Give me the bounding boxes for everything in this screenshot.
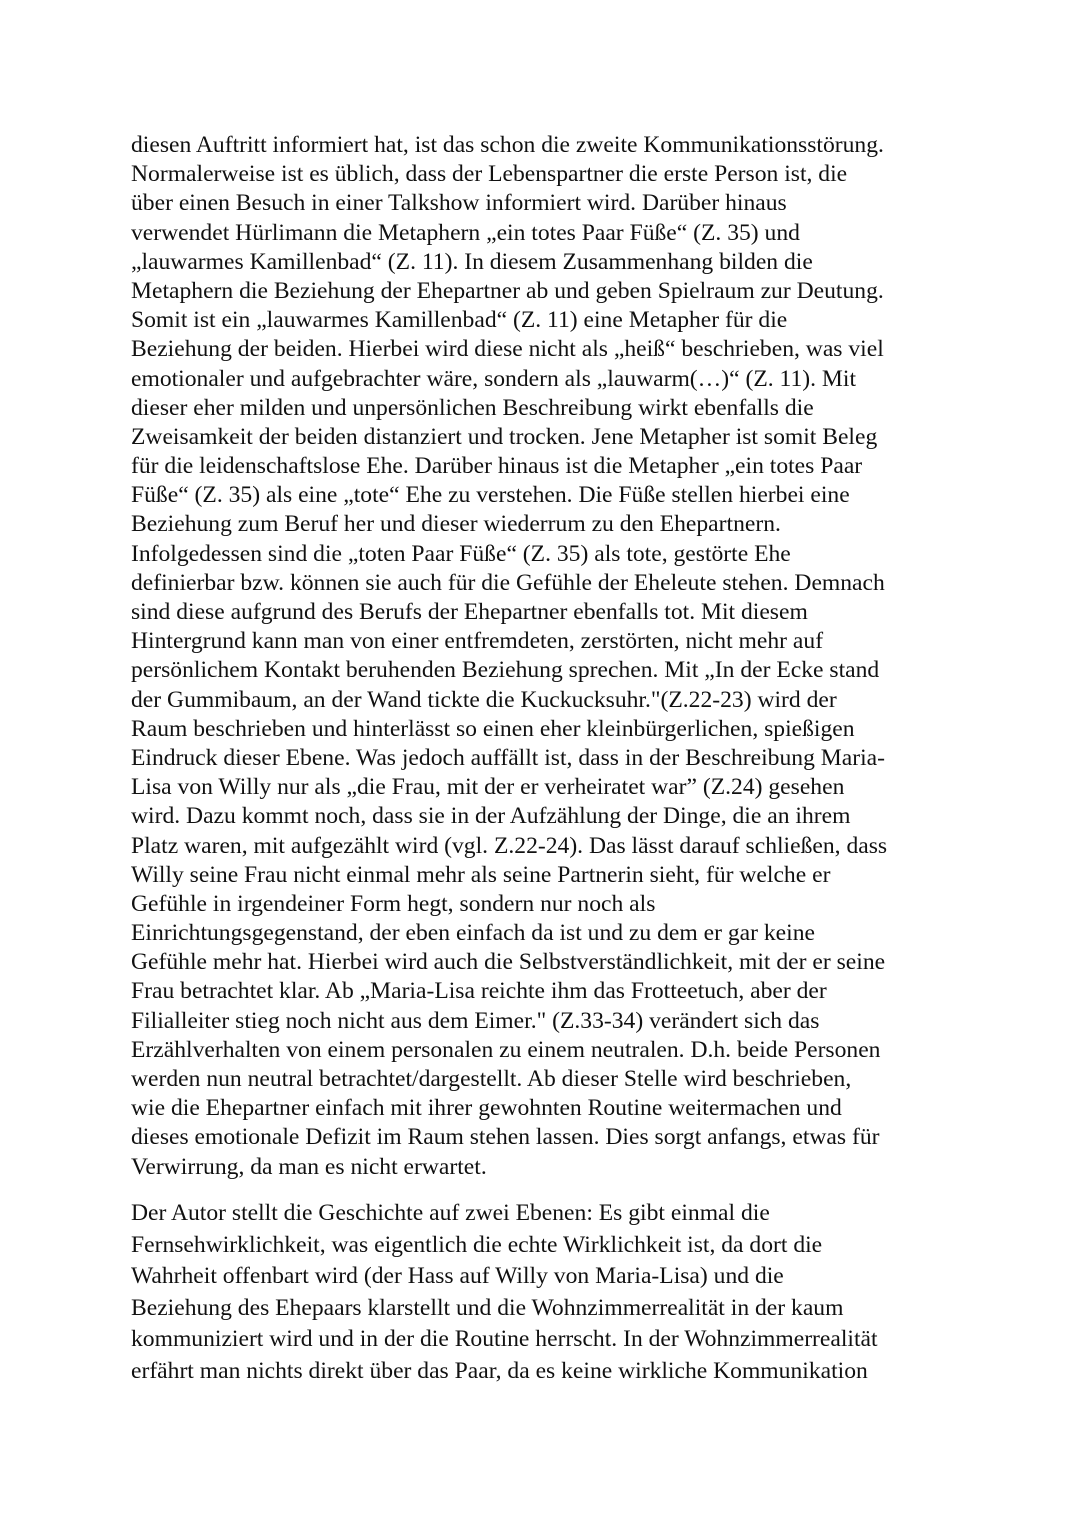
text-line: Platz waren, mit aufgezählt wird (vgl. Z.22-24). Das lässt darauf schließen, dass (131, 832, 888, 859)
text-line: Gefühle in irgendeiner Form hegt, sondern nur noch als (131, 890, 656, 917)
text-line: Beziehung zum Beruf her und dieser wiederrum zu den Ehepartnern. (131, 511, 781, 538)
text-line: wird. Dazu kommt noch, dass sie in der Aufzählung der Dinge, die an ihrem (131, 803, 851, 830)
text-line: kommuniziert wird und in der die Routine herrscht. In der Wohnzimmerrealität (131, 1326, 878, 1353)
text-line: wie die Ehepartner einfach mit ihrer gewohnten Routine weitermachen und (131, 1095, 842, 1122)
text-line: Filialleiter stieg noch nicht aus dem Eimer." (Z.33-34) verändert sich das (131, 1007, 820, 1034)
text-line: Eindruck dieser Ebene. Was jedoch auffällt ist, dass in der Beschreibung Maria- (131, 744, 885, 771)
paragraph-1 (131, 131, 961, 1182)
text-line: emotionaler und aufgebrachter wäre, sondern als „lauwarm(…)“ (Z. 11). Mit (131, 365, 857, 392)
text-line: Beziehung der beiden. Hierbei wird diese nicht als „heiß“ beschrieben, was viel (131, 336, 884, 363)
text-line: Zweisamkeit der beiden distanziert und trocken. Jene Metapher ist somit Beleg (131, 423, 878, 450)
text-line: Normalerweise ist es üblich, dass der Lebenspartner die erste Person ist, die (131, 161, 848, 188)
text-line: Willy seine Frau nicht einmal mehr als seine Partnerin sieht, für welche er (131, 861, 831, 888)
text-line: für die leidenschaftslose Ehe. Darüber hinaus ist die Metapher „ein totes Paar (131, 453, 863, 480)
text-line: der Gummibaum, an der Wand tickte die Kuckucksuhr."(Z.22-23) wird der (131, 686, 837, 713)
text-line: sind diese aufgrund des Berufs der Ehepartner ebenfalls tot. Mit diesem (131, 599, 808, 625)
text-line: werden nun neutral betrachtet/dargestellt. Ab dieser Stelle wird beschrieben, (131, 1066, 852, 1092)
text-line: Verwirrung, da man es nicht erwartet. (131, 1153, 487, 1180)
text-line: Füße“ (Z. 35) als eine „tote“ Ehe zu verstehen. Die Füße stellen hierbei eine (131, 482, 850, 509)
text-line: verwendet Hürlimann die Metaphern „ein totes Paar Füße“ (Z. 35) und (131, 219, 800, 246)
text-line: Fernsehwirklichkeit, was eigentlich die echte Wirklichkeit ist, da dort die (131, 1231, 823, 1258)
text-line: Gefühle mehr hat. Hierbei wird auch die Selbstverständlichkeit, mit der er seine (131, 949, 886, 976)
text-line: Der Autor stellt die Geschichte auf zwei Ebenen: Es gibt einmal die (131, 1200, 770, 1226)
text-line: Infolgedessen sind die „toten Paar Füße“ (Z. 35) als tote, gestörte Ehe (131, 540, 791, 567)
text-line: Erzählverhalten von einem personalen zu einem neutralen. D.h. beide Personen (131, 1036, 881, 1063)
text-line: Hintergrund kann man von einer entfremdeten, zerstörten, nicht mehr auf (131, 628, 824, 655)
text-line: Somit ist ein „lauwarmes Kamillenbad“ (Z. 11) eine Metapher für die (131, 307, 788, 334)
text-line: Lisa von Willy nur als „die Frau, mit der er verheiratet war” (Z.24) gesehen (131, 774, 845, 801)
paragraph-2 (131, 1198, 961, 1388)
text-line: diesen Auftritt informiert hat, ist das schon die zweite Kommunikationsstörung. (131, 132, 884, 158)
text-line: Frau betrachtet klar. Ab „Maria-Lisa reichte ihm das Frotteetuch, aber der (131, 978, 827, 1005)
text-line: dieser eher milden und unpersönlichen Beschreibung wirkt ebenfalls die (131, 394, 814, 421)
text-line: Metaphern die Beziehung der Ehepartner ab und geben Spielraum zur Deutung. (131, 277, 884, 304)
text-line: dieses emotionale Defizit im Raum stehen lassen. Dies sorgt anfangs, etwas für (131, 1124, 880, 1151)
text-line: persönlichem Kontakt beruhenden Beziehung sprechen. Mit „In der Ecke stand (131, 657, 880, 684)
text-line: Raum beschrieben und hinterlässt so einen eher kleinbürgerlichen, spießigen (131, 715, 855, 742)
text-line: erfährt man nichts direkt über das Paar, da es keine wirkliche Kommunikation (131, 1357, 868, 1384)
text-line: definierbar bzw. können sie auch für die Gefühle der Eheleute stehen. Demnach (131, 569, 885, 596)
text-line: Beziehung des Ehepaars klarstellt und die Wohnzimmerrealität in der kaum (131, 1294, 844, 1321)
text-line: über einen Besuch in einer Talkshow informiert wird. Darüber hinaus (131, 190, 787, 217)
text-line: Einrichtungsgegenstand, der eben einfach da ist und zu dem er gar keine (131, 920, 815, 947)
text-line: „lauwarmes Kamillenbad“ (Z. 11). In diesem Zusammenhang bilden die (131, 248, 813, 275)
text-line: Wahrheit offenbart wird (der Hass auf Willy von Maria-Lisa) und die (131, 1263, 784, 1290)
